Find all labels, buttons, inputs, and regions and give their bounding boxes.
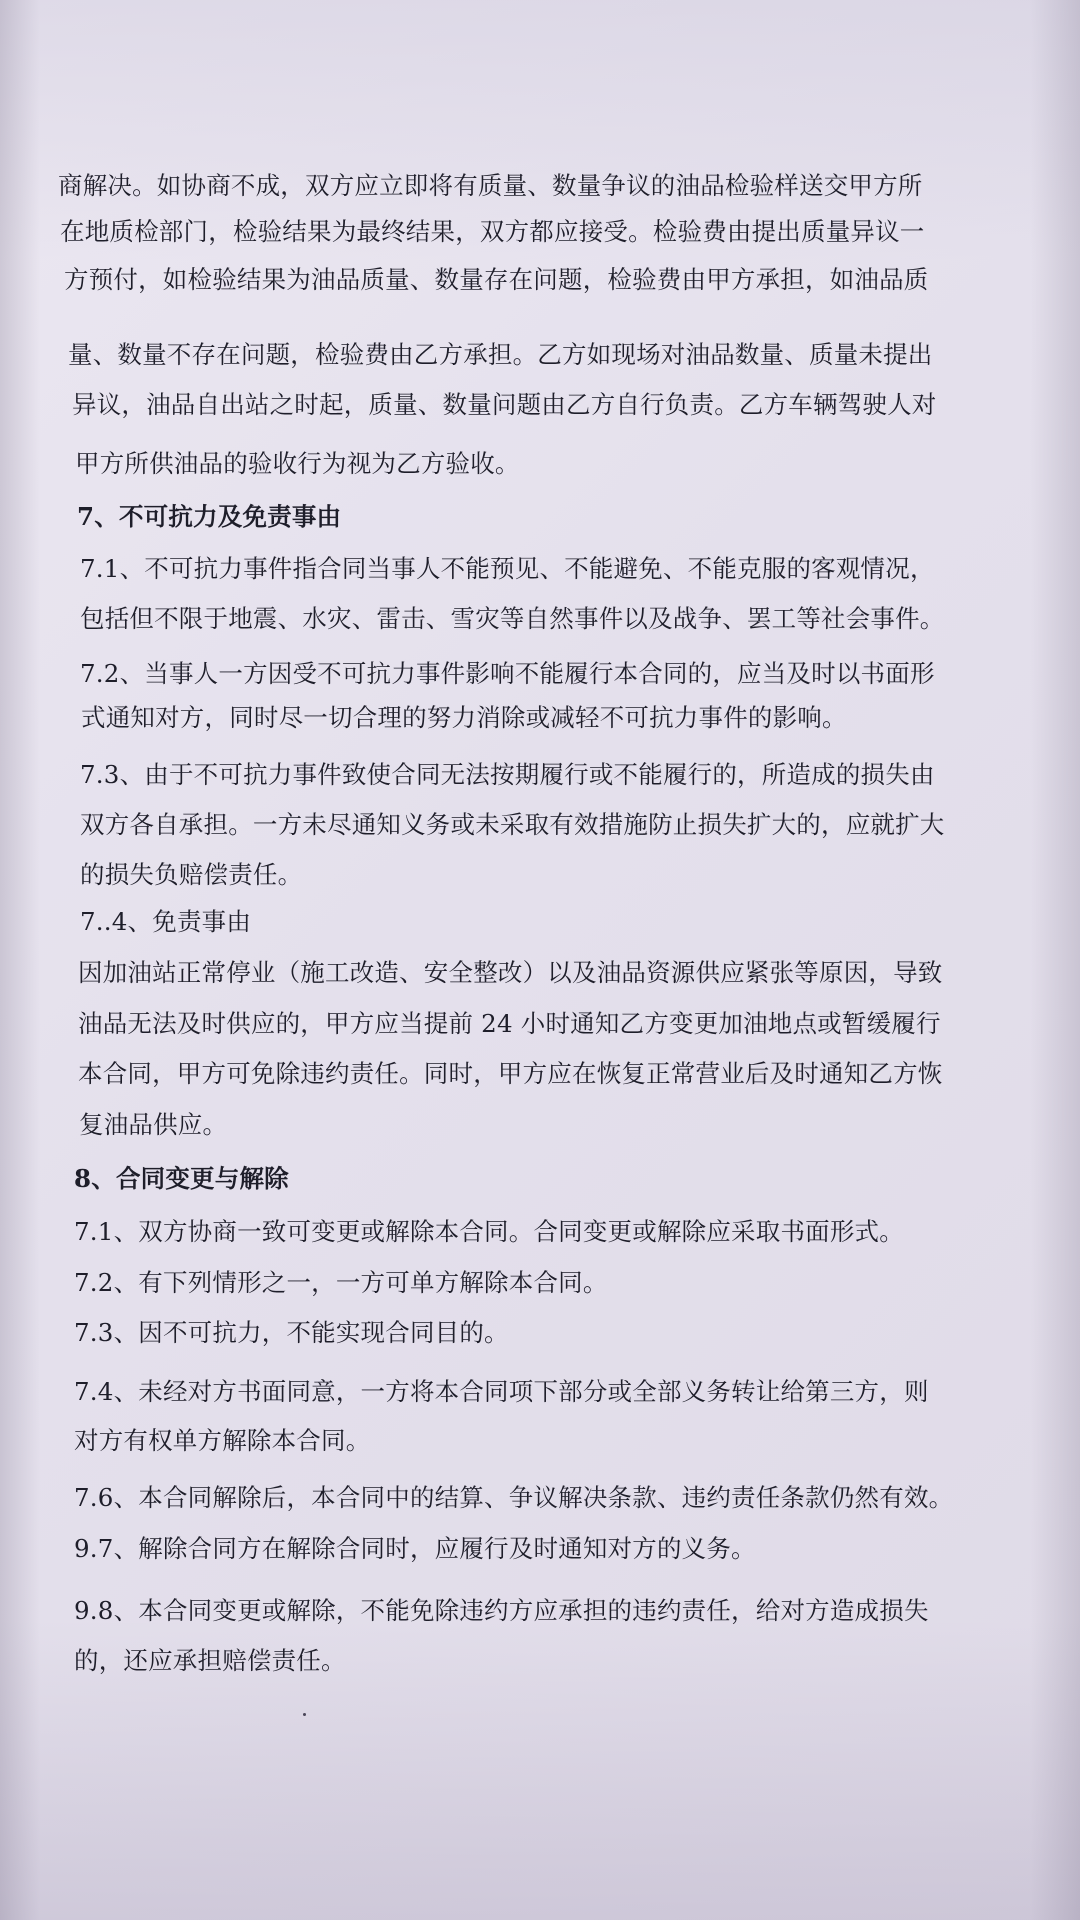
- clause-line: 对方有权单方解除本合同。: [74, 1426, 371, 1455]
- clause-line: 式通知对方，同时尽一切合理的努力消除或减轻不可抗力事件的影响。: [81, 703, 847, 732]
- paragraph-line: 商解决。如协商不成，双方应立即将有质量、数量争议的油品检验样送交甲方所: [58, 171, 923, 200]
- clause-line: 本合同，甲方可免除违约责任。同时，甲方应在恢复正常营业后及时通知乙方恢: [78, 1059, 943, 1088]
- clause-line: 7.3、由于不可抗力事件致使合同无法按期履行或不能履行的，所造成的损失由: [80, 760, 935, 789]
- clause-line: 7.2、有下列情形之一，一方可单方解除本合同。: [74, 1268, 608, 1297]
- clause-line: 7.3、因不可抗力，不能实现合同目的。: [74, 1318, 509, 1347]
- clause-line: 7.1、双方协商一致可变更或解除本合同。合同变更或解除应采取书面形式。: [74, 1217, 904, 1246]
- clause-line: 7..4、免责事由: [80, 907, 252, 936]
- paragraph-line: 在地质检部门，检验结果为最终结果，双方都应接受。检验费由提出质量异议一: [60, 217, 925, 246]
- clause-line: 油品无法及时供应的，甲方应当提前 24 小时通知乙方变更加油地点或暂缓履行: [78, 1009, 941, 1038]
- paragraph-line: 量、数量不存在问题，检验费由乙方承担。乙方如现场对油品数量、质量未提出: [68, 340, 933, 369]
- clause-line: 9.8、本合同变更或解除，不能免除违约方应承担的违约责任，给对方造成损失: [74, 1596, 929, 1625]
- clause-line: 的损失负赔偿责任。: [80, 860, 303, 889]
- section-heading-8: 8、合同变更与解除: [74, 1164, 289, 1193]
- paper-speck: [303, 1713, 306, 1716]
- paragraph-line: 方预付，如检验结果为油品质量、数量存在问题，检验费由甲方承担，如油品质: [64, 265, 929, 294]
- clause-line: 7.4、未经对方书面同意，一方将本合同项下部分或全部义务转让给第三方，则: [74, 1377, 929, 1406]
- clause-line: 包括但不限于地震、水灾、雷击、雪灾等自然事件以及战争、罢工等社会事件。: [80, 604, 945, 633]
- clause-line: 复油品供应。: [79, 1110, 228, 1139]
- section-heading-7: 7、不可抗力及免责事由: [77, 502, 342, 531]
- clause-line: 7.1、不可抗力事件指合同当事人不能预见、不能避免、不能克服的客观情况，: [80, 554, 935, 583]
- clause-line: 的，还应承担赔偿责任。: [74, 1646, 346, 1675]
- paragraph-line: 甲方所供油品的验收行为视为乙方验收。: [75, 449, 520, 478]
- clause-line: 7.2、当事人一方因受不可抗力事件影响不能履行本合同的，应当及时以书面形: [80, 659, 935, 688]
- clause-line: 因加油站正常停业（施工改造、安全整改）以及油品资源供应紧张等原因，导致: [78, 958, 943, 987]
- paragraph-line: 异议，油品自出站之时起，质量、数量问题由乙方自行负责。乙方车辆驾驶人对: [72, 390, 937, 419]
- clause-line: 双方各自承担。一方未尽通知义务或未采取有效措施防止损失扩大的，应就扩大: [80, 810, 945, 839]
- clause-line: 7.6、本合同解除后，本合同中的结算、争议解决条款、违约责任条款仍然有效。: [74, 1483, 954, 1512]
- clause-line: 9.7、解除合同方在解除合同时，应履行及时通知对方的义务。: [74, 1534, 756, 1563]
